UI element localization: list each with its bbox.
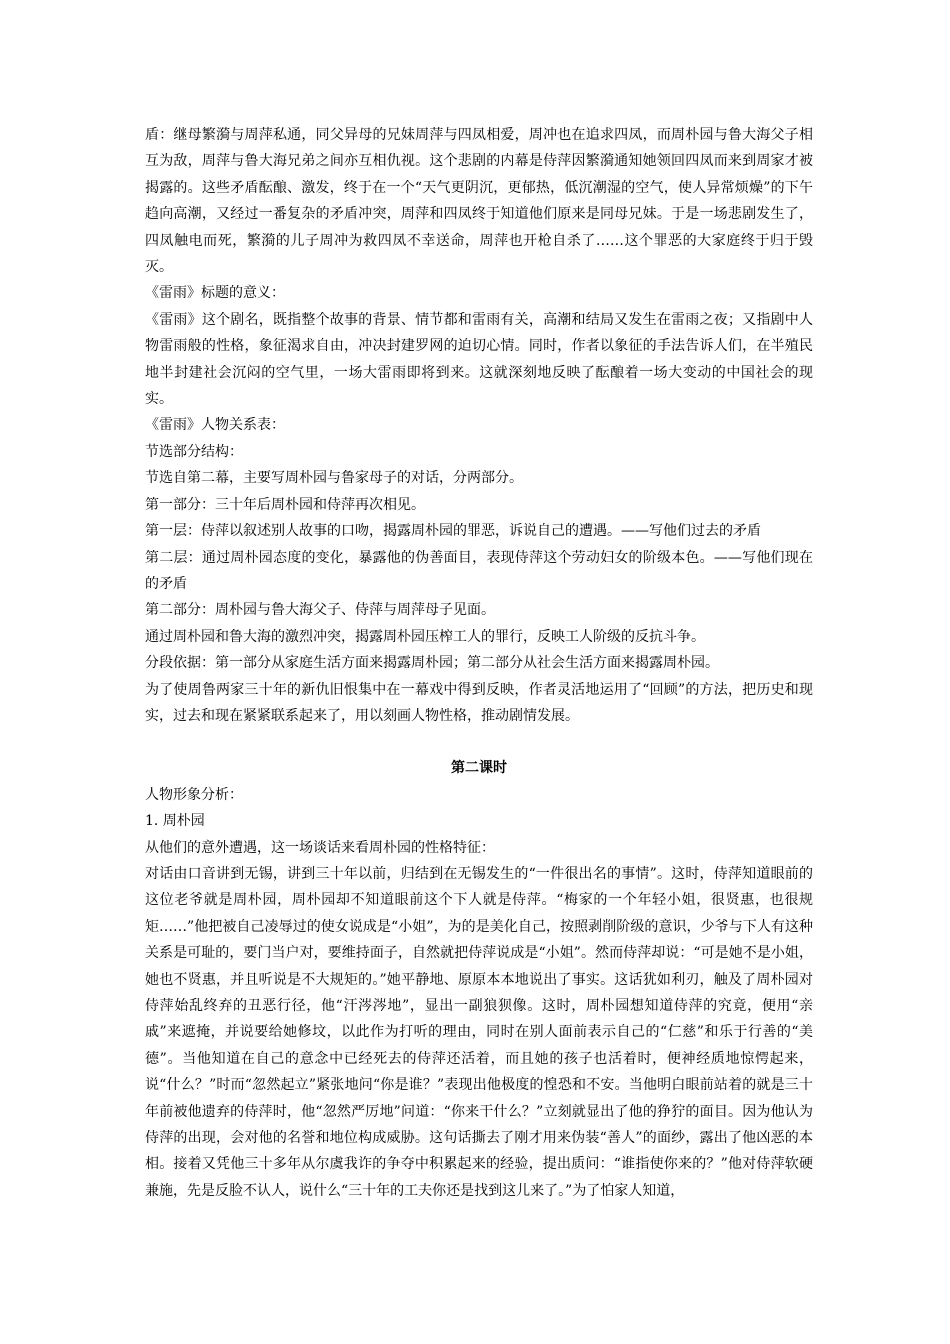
- paragraph-item-zhou-puyuan: 1. 周朴园: [145, 813, 205, 830]
- paragraph-conflict-summary: 盾：继母繁漪与周萍私通，同父异母的兄妹周萍与四凤相爱，周冲也在追求四凤，而周朴园与鲁大海父子相互为敌，周萍与鲁大海兄弟之间亦互相仇视。这个悲剧的内幕是侍萍因繁漪通知她领回四凤而来到周家才被揭露的。这些矛盾酝酿、激发，终于在一个“天气更阴沉，更郁热，低沉潮湿的空气，使人异常烦燥”的下午趋向高潮，又经过一番复杂的矛盾冲突，周萍和四凤终于知道他们原来是同母兄妹。于是一场悲剧发生了，四凤触电而死，繁漪的儿子周冲为救四凤不幸送命，周萍也开枪自杀了……这个罪恶的大家庭终于归于毁灭。: [145, 127, 813, 276]
- paragraph-layer-one: 第一层：侍萍以叙述别人故事的口吻，揭露周朴园的罪恶，诉说自己的遭遇。——写他们过去的矛盾: [145, 523, 761, 540]
- paragraph-analysis-body: 对话由口音讲到无锡，讲到三十年以前，归结到在无锡发生的“一件很出名的事情”。这时，侍萍知道眼前的这位老爷就是周朴园，周朴园却不知道眼前这个下人就是侍萍。“梅家的一个年轻小姐，很贤惠，也很规矩……”他把被自己凌辱过的使女说成是“小姐”，为的是美化自己，按照剥削阶级的意识，少爷与下人有这种关系是可耻的，要门当户对，要维持面子，自然就把侍萍说成是“小姐”。然而侍萍却说：“可是她不是小姐，她也不贤惠，并且听说是不大规矩的。”她平静地、原原本本地说出了事实。这话犹如利刃，触及了周朴园对侍萍始乱终弃的丑恶行径，他“汗涔涔地”，显出一副狼狈像。这时，周朴园想知道侍萍的究竟，便用“亲戚”来遮掩，并说要给她修坟，以此作为打听的理由，同时在别人面前表示自己的“仁慈”和乐于行善的“美德”。当他知道在自己的意念中已经死去的侍萍还活着，而且她的孩子也活着时，便神经质地惊愕起来，说“什么？”时而“忽然起立”紧张地问“你是谁？”表现出他极度的惶恐和不安。当他明白眼前站着的就是三十年前被他遗弃的侍萍时，他“忽然严厉地”问道：“你来干什么？”立刻就显出了他的狰狞的面目。因为他认为侍萍的出现，会对他的名誉和地位构成威胁。这句话撕去了刚才用来伪装“善人”的面纱，露出了他凶恶的本相。接着又凭他三十多年从尔虞我诈的争夺中积累起来的经验，提出质问：“谁指使你来的？”他对侍萍软硬兼施，先是反脸不认人，说什么“三十年的工夫你还是找到这儿来了。”为了怕家人知道，: [145, 865, 813, 1199]
- paragraph-title-meaning: 《雷雨》这个剧名，既指整个故事的背景、情节都和雷雨有关，高潮和结局又发生在雷雨之夜；又指剧中人物雷雨般的性格，象征渴求自由，冲决封建罗网的迫切心情。同时，作者以象征的手法告诉人们，在半殖民地半封建社会沉闷的空气里，一场大雷雨即将到来。这就深刻地反映了酝酿着一场大变动的中国社会的现实。: [145, 311, 813, 408]
- paragraph-part-two: 第二部分：周朴园与鲁大海父子、侍萍与周萍母子见面。: [145, 602, 495, 619]
- document-page: [145, 122, 813, 1204]
- paragraph-flashback-method: 为了使周鲁两家三十年的新仇旧恨集中在一幕戏中得到反映，作者灵活地运用了“回顾”的方法，把历史和现实，过去和现在紧紧联系起来了，用以刻画人物性格，推动剧情发展。: [145, 681, 813, 724]
- paragraph-title-meaning-heading: 《雷雨》标题的意义：: [145, 285, 285, 302]
- paragraph-character-analysis: 人物形象分析：: [145, 786, 243, 803]
- paragraph-excerpt-source: 节选自第二幕，主要写周朴园与鲁家母子的对话，分两部分。: [145, 470, 523, 487]
- paragraph-division-basis: 分段依据：第一部分从家庭生活方面来揭露周朴园；第二部分从社会生活方面来揭露周朴园。: [145, 655, 719, 672]
- section-heading: 第二课时: [451, 760, 507, 777]
- paragraph-analysis-intro: 从他们的意外遭遇，这一场谈话来看周朴园的性格特征：: [145, 839, 495, 856]
- section-gap: [145, 729, 813, 755]
- paragraph-layer-two: 第二层：通过周朴园态度的变化，暴露他的伪善面目，表现侍萍这个劳动妇女的阶级本色。——写他们现在的矛盾: [145, 549, 813, 592]
- paragraph-structure-heading: 节选部分结构：: [145, 443, 243, 460]
- paragraph-part-two-detail: 通过周朴园和鲁大海的激烈冲突，揭露周朴园压榨工人的罪行，反映工人阶级的反抗斗争。: [145, 628, 705, 645]
- paragraph-character-table: 《雷雨》人物关系表：: [145, 417, 285, 434]
- paragraph-part-one: 第一部分：三十年后周朴园和侍萍再次相见。: [145, 496, 425, 513]
